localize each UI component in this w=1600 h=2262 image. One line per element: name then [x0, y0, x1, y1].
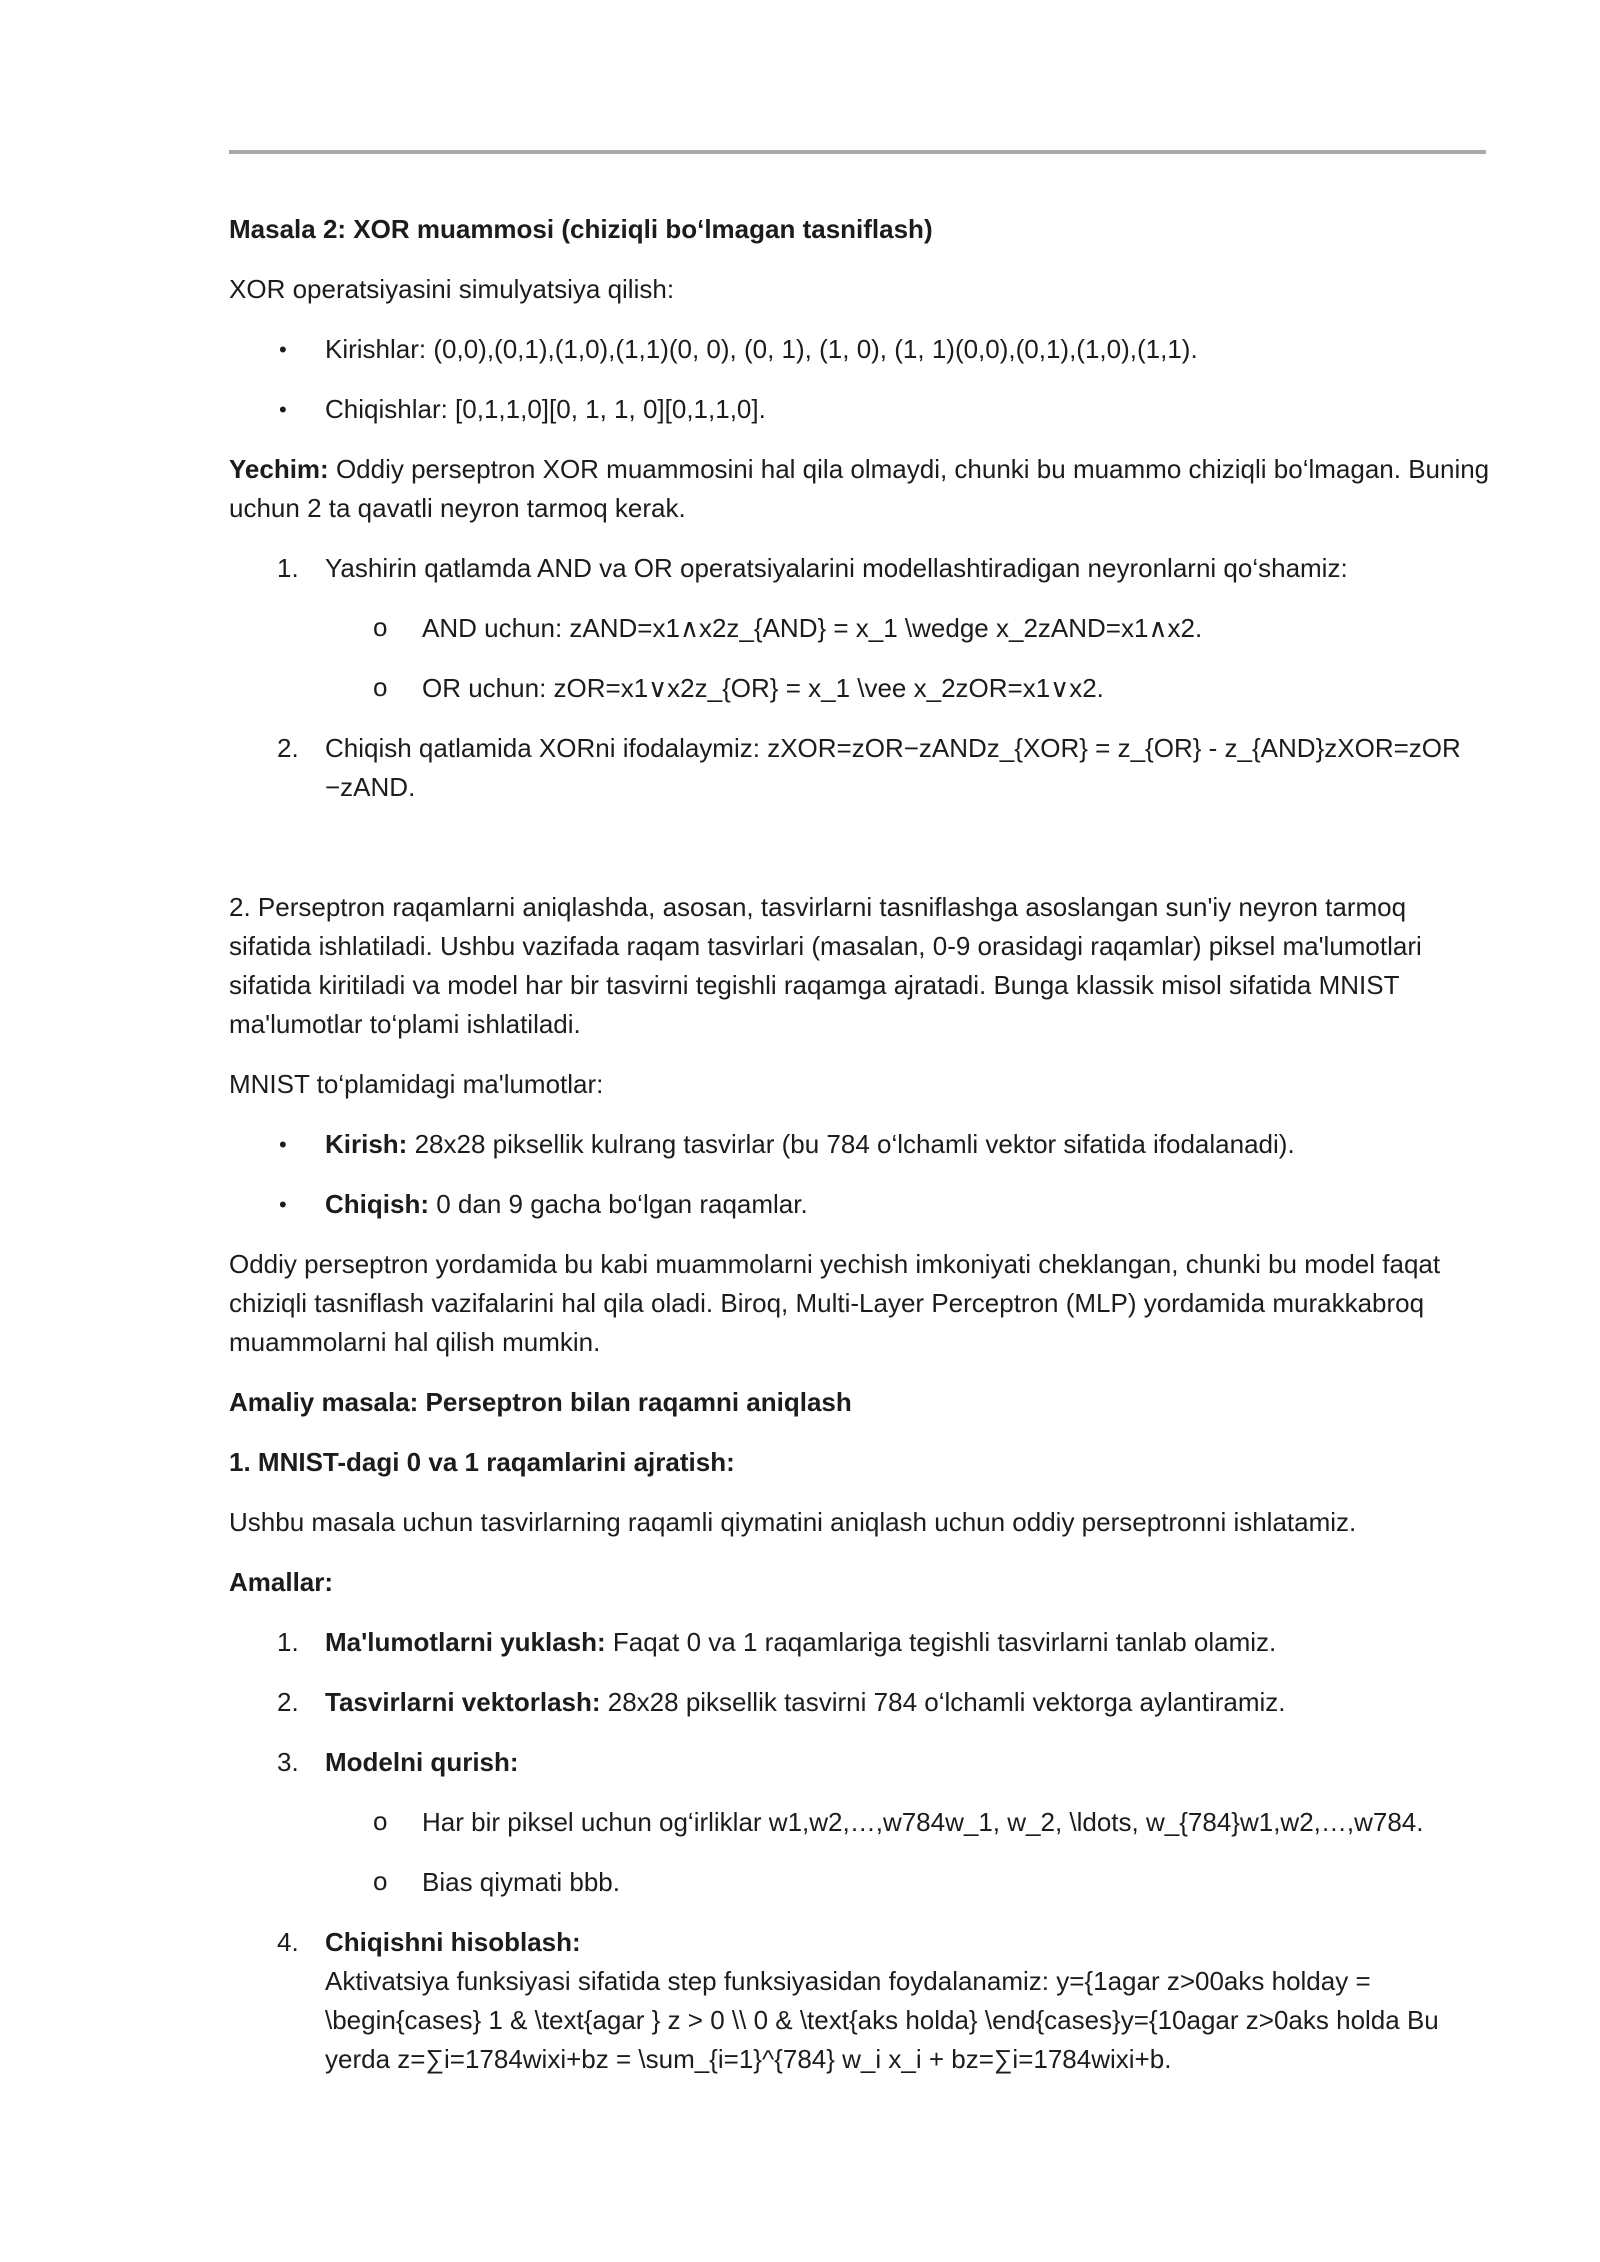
solution-steps [229, 549, 1491, 807]
sub-text: Har bir piksel uchun og‘irliklar w1,w2,…,w784w_1, w_2, \ldots, w_{784}w1,w2,…,w784. [422, 1807, 1424, 1837]
step-number: 1. [277, 553, 299, 583]
list-item [229, 1683, 1491, 1722]
xor-intro: XOR operatsiyasini simulyatsiya qilish: [229, 274, 675, 304]
action-text: Aktivatsiya funksiyasi sifatida step funksiyasidan foydalanamiz: y={1agar z>00aks holday = \begin{cases} 1 & \text{agar } z > 0 \\ 0 & \text{aks holda} \end{cases}y={10agar z>0aks holda Bu yerda z=∑i=1784wixi+bz = \sum_{i=1}^{784} w_i x_i + bz=∑i=1784wixi+b. [325, 1966, 1439, 2074]
action-text: 28x28 piksellik tasvirni 784 o‘lchamli vektorga aylantiramiz. [600, 1687, 1286, 1717]
list-item [229, 1923, 1491, 2079]
task-text: Ushbu masala uchun tasvirlarning raqamli qiymatini aniqlash uchun oddiy perseptronni ishlatamiz. [229, 1507, 1357, 1537]
sub-marker: o [373, 612, 388, 642]
action-text: Faqat 0 va 1 raqamlariga tegishli tasvirlarni tanlab olamiz. [605, 1627, 1277, 1657]
step-number: 4. [277, 1927, 299, 1957]
list-item [229, 1743, 1491, 1902]
solution-text: Oddiy perseptron XOR muammosini hal qila olmaydi, chunki bu muammo chiziqli bo‘lmagan. Buning uchun 2 ta qavatli neyron tarmoq kerak. [229, 454, 1490, 523]
bullet-text: 28x28 piksellik kulrang tasvirlar (bu 784 o‘lchamli vektor sifatida ifodalanadi). [407, 1129, 1295, 1159]
list-item [229, 1623, 1491, 1662]
section-title-xor: Masala 2: XOR muammosi (chiziqli bo‘lmagan tasniflash) [229, 214, 933, 244]
step-number: 2. [277, 733, 299, 763]
top-horizontal-rule [229, 150, 1486, 154]
bullet-marker: • [279, 337, 287, 362]
list-item [229, 390, 1491, 429]
list-item [229, 729, 1491, 807]
list-item [229, 330, 1491, 369]
bullet-marker: • [279, 1192, 287, 1217]
bullet-marker: • [279, 1132, 287, 1157]
mnist-label: MNIST to‘plamidagi ma'lumotlar: [229, 1069, 604, 1099]
list-item [229, 669, 1491, 708]
step-text: Chiqish qatlamida XORni ifodalaymiz: zXOR=zOR−zANDz_{XOR} = z_{OR} - z_{AND}zXOR=zOR −zAND. [325, 733, 1461, 802]
action-label: Chiqishni hisoblash: [325, 1927, 581, 1957]
list-item [229, 609, 1491, 648]
bullet-text: 0 dan 9 gacha bo‘lgan raqamlar. [429, 1189, 808, 1219]
perceptron-intro-paragraph: 2. Perseptron raqamlarni aniqlashda, asosan, tasvirlarni tasniflashga asoslangan sun'iy neyron tarmoq sifatida ishlatiladi. Ushbu vazifada raqam tasvirlari (masalan, 0-9 orasidagi raqamlar) piksel ma'lumotlari sifatida kiritiladi va model har bir tasvirni tegishli raqamga ajratadi. Bunga klassik misol sifatida MNIST ma'lumotlar to‘plami ishlatiladi. [229, 892, 1422, 1039]
action-label: Ma'lumotlarni yuklash: [325, 1627, 606, 1657]
solution-label: Yechim: [229, 454, 329, 484]
list-item [229, 1863, 1491, 1902]
step-number: 1. [277, 1627, 299, 1657]
list-item [229, 549, 1491, 708]
step-sub-list [325, 609, 1491, 708]
step-text: Yashirin qatlamda AND va OR operatsiyalarini modellashtiradigan neyronlarni qo‘shamiz: [325, 553, 1348, 583]
task-title: 1. MNIST-dagi 0 va 1 raqamlarini ajratish: [229, 1447, 735, 1477]
xor-bullet-list [229, 330, 1491, 429]
sub-marker: o [373, 1866, 388, 1896]
step-number: 2. [277, 1687, 299, 1717]
sub-marker: o [373, 672, 388, 702]
list-item [229, 1125, 1491, 1164]
mnist-bullet-list [229, 1125, 1491, 1224]
bullet-text: Chiqishlar: [0,1,1,0][0, 1, 1, 0][0,1,1,0]. [325, 394, 766, 424]
document-body [229, 210, 1491, 2100]
sub-marker: o [373, 1806, 388, 1836]
spacer [229, 828, 1491, 888]
action-label: Modelni qurish: [325, 1747, 519, 1777]
bullet-marker: • [279, 397, 287, 422]
actions-title: Amallar: [229, 1567, 334, 1597]
actions-list [229, 1623, 1491, 2079]
bullet-label: Kirish: [325, 1129, 408, 1159]
list-item [229, 1803, 1491, 1842]
sub-text: Bias qiymati bbb. [422, 1867, 620, 1897]
practical-title: Amaliy masala: Perseptron bilan raqamni aniqlash [229, 1387, 852, 1417]
sub-text: OR uchun: zOR=x1∨x2z_{OR} = x_1 \vee x_2zOR=x1∨x2. [422, 673, 1104, 703]
bullet-text: Kirishlar: (0,0),(0,1),(1,0),(1,1)(0, 0), (0, 1), (1, 0), (1, 1)(0,0),(0,1),(1,0),(1,1). [325, 334, 1198, 364]
bullet-label: Chiqish: [325, 1189, 429, 1219]
sub-text: AND uchun: zAND=x1∧x2z_{AND} = x_1 \wedge x_2zAND=x1∧x2. [422, 613, 1203, 643]
solution-paragraph [229, 450, 1491, 528]
mlp-paragraph: Oddiy perseptron yordamida bu kabi muammolarni yechish imkoniyati cheklangan, chunki bu model faqat chiziqli tasniflash vazifalarini hal qila oladi. Biroq, Multi-Layer Perceptron (MLP) yordamida murakkabroq muammolarni hal qilish mumkin. [229, 1249, 1441, 1357]
list-item [229, 1185, 1491, 1224]
action-label: Tasvirlarni vektorlash: [325, 1687, 601, 1717]
model-sub-list [325, 1803, 1491, 1902]
step-number: 3. [277, 1747, 299, 1777]
